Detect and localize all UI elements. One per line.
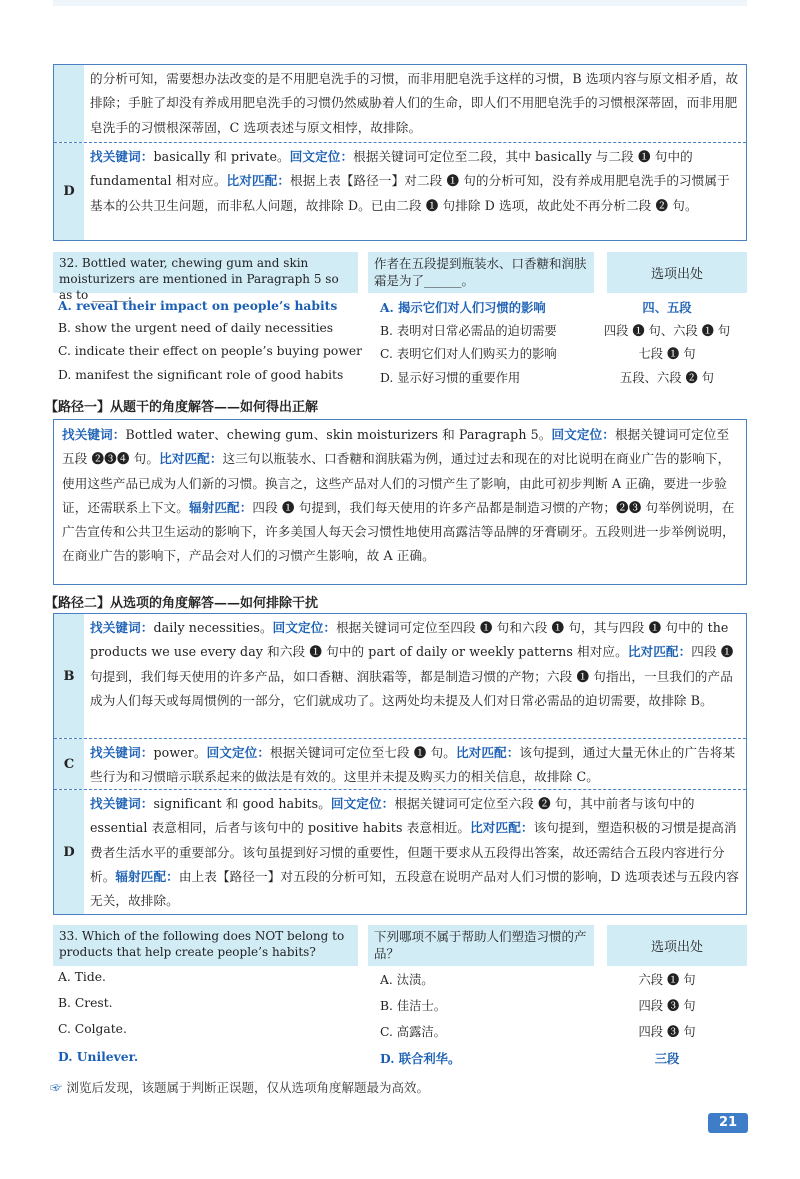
row-label: B: [54, 614, 84, 738]
path2-title: 【路径二】从选项的角度解答——如何排除干扰: [45, 596, 319, 611]
q33-source-header: 选项出处: [607, 925, 747, 966]
keyword-label: 找关键词：: [90, 620, 154, 635]
q33-option-b-src: 四段 ❸ 句: [638, 999, 696, 1013]
compare-label: 比对匹配：: [627, 644, 692, 660]
compare-text: 四段 ❶ 句提到，我们每天使用的许多产品，如口香糖、润肤霜等，都是制造习惯的产物；六段 ❶ 句指出，一旦我们的产品成为人们每天或每周惯例的一部分，它们就成功了。这两处均未提及人们对日常必需品的迫切需要，故排除 B。: [90, 644, 734, 708]
top-strip: [53, 0, 747, 6]
q32-option-b-src: 四段 ❶ 句、六段 ❶ 句: [603, 324, 731, 338]
path1-text: [54, 420, 746, 572]
compare-label: 比对匹配：: [455, 745, 520, 760]
analysis-row-d: [54, 143, 746, 240]
radiate-label: 辐射匹配：: [115, 868, 179, 884]
q33-option-a-en: A. Tide.: [58, 970, 106, 984]
row-label: D: [54, 790, 84, 914]
row-text: [84, 739, 746, 789]
q32-option-d-cn: D. 显示好习惯的重要作用: [380, 371, 521, 385]
row-text: [84, 790, 746, 914]
q32-option-a-src: 四、五段: [642, 300, 692, 315]
locate-label: 回文定位：: [206, 745, 271, 760]
q32-option-b-en: B. show the urgent need of daily necessities: [58, 321, 334, 335]
q32-header: [53, 252, 747, 302]
page-number: 21: [708, 1113, 748, 1133]
q32-option-c-cn: C. 表明它们对人们购买力的影响: [380, 347, 557, 361]
q33-option-b-en: B. Crest.: [58, 996, 113, 1010]
q33-option-d-cn: D. 联合利华。: [380, 1051, 461, 1066]
locate-text: 根据关键词可定位至六段 ❷ 句，其中前者与该句中的 essential 表意相同，后者与该句中的 positive habits 表意相近。: [90, 796, 695, 836]
row-label: D: [54, 143, 84, 240]
compare-text: 根据上表【路径一】对二段 ❶ 句的分析可知，没有养成用肥皂洗手的习惯属于基本的公共卫生问题，而非私人问题，故排除 D。已由二段 ❶ 句排除 D 选项，故此处不再分析二段 ❷ 句。: [90, 173, 730, 213]
q32-option-c-src: 七段 ❶ 句: [638, 347, 696, 361]
path1-title: 【路径一】从题干的角度解答——如何得出正解: [45, 400, 319, 415]
locate-text: 根据关键词可定位至七段 ❶ 句。: [270, 745, 456, 760]
tip-line: [50, 1078, 429, 1096]
locate-label: 回文定位：: [551, 427, 615, 442]
row-text: 的分析可知，需要想办法改变的是不用肥皂洗手的习惯，而非用肥皂洗手这样的习惯，B 选项内容与原文相矛盾，故排除；手脏了却没有养成用肥皂洗手的习惯仍然威胁着人们的生命，即人们不用肥皂洗手的习惯根深蒂固，而非用肥皂洗手的习惯根深蒂固，C 选项表述与原文相悖，故排除。: [90, 71, 739, 135]
q32-stem-en: 32. Bottled water, chewing gum and skin moisturizers are mentioned in Paragraph 5 so as to ______.: [53, 252, 358, 293]
q32-stem-cn: 作者在五段提到瓶装水、口香糖和润肤霜是为了______。: [368, 252, 594, 293]
keyword-label: 找关键词：: [90, 796, 154, 811]
compare-label: 比对匹配：: [470, 820, 534, 836]
keyword-text: power。: [153, 745, 207, 760]
locate-text: 根据关键词可定位至四段 ❶ 句和六段 ❶ 句，其与四段 ❶ 句中的 the products we use every day 和六段 ❶ 句中的 part of daily or weekly patterns 相对应。: [90, 620, 729, 660]
keyword-text: significant 和 good habits。: [153, 796, 331, 811]
q33-option-d-en: D. Unilever.: [58, 1049, 139, 1064]
compare-text: 这三句以瓶装水、口香糖和润肤霜为例，通过过去和现在的对比说明在商业广告的影响下，使用这些产品已成为人们新的习惯。换言之，这些产品对人们的习惯产生了影响，由此可初步判断 A 正确，要进一步验证，还需联系上下文。: [62, 451, 731, 515]
locate-text: 根据关键词可定位至二段，其中 basically 与二段 ❶ 句中的 fundamental 相对应。: [90, 149, 693, 189]
q32-option-c-en: C. indicate their effect on people’s buying power: [58, 344, 362, 358]
q32-option-d-src: 五段、六段 ❷ 句: [620, 371, 714, 385]
compare-text: 该句提到，塑造积极的习惯是提高消费者生活水平的重要部分。该句虽提到好习惯的重要性，但题干要求从五段得出答案，故还需结合五段内容进行分析。: [90, 820, 737, 884]
locate-label: 回文定位：: [272, 620, 337, 635]
tip-text: 浏览后发现，该题属于判断正误题，仅从选项角度解题最为高效。: [66, 1080, 430, 1095]
radiate-text: 由上表【路径一】对五段的分析可知，五段意在说明产品对人们习惯的影响，D 选项表述与五段内容无关，故排除。: [90, 868, 739, 909]
q32-source-header: 选项出处: [607, 252, 747, 293]
keyword-label: 找关键词：: [90, 149, 154, 164]
q32-option-b-cn: B. 表明对日常必需品的迫切需要: [380, 324, 557, 338]
compare-text: 该句提到，通过大量无休止的广告将某些行为和习惯暗示联系起来的做法是有效的。这里并未提及购买力的相关信息，故排除 C。: [90, 745, 736, 785]
path2-box: [53, 613, 747, 915]
keyword-text: daily necessities。: [153, 620, 273, 635]
q32-option-a-en: A. reveal their impact on people’s habits: [58, 298, 338, 313]
q33-option-a-src: 六段 ❶ 句: [638, 973, 696, 987]
q33-stem-cn: 下列哪项不属于帮助人们塑造习惯的产品？: [368, 925, 594, 966]
row-text: [84, 143, 746, 240]
analysis-row-b: [54, 614, 746, 739]
q33-option-d-src: 三段: [654, 1051, 680, 1066]
analysis-row-d: [54, 790, 746, 914]
row-text: [84, 614, 746, 738]
compare-label: 比对匹配：: [159, 451, 223, 467]
row-label: [54, 65, 84, 142]
path1-box: [53, 419, 747, 585]
analysis-row-c: [54, 739, 746, 790]
locate-label: 回文定位：: [330, 796, 395, 811]
q33-option-c-cn: C. 高露洁。: [380, 1025, 446, 1039]
q33-header: [53, 925, 747, 966]
q32-option-a-cn: A. 揭示它们对人们习惯的影响: [380, 300, 546, 315]
pointing-hand-icon: ☞: [50, 1080, 63, 1095]
locate-label: 回文定位：: [289, 149, 354, 164]
row-label: C: [54, 739, 84, 789]
keyword-label: 找关键词：: [90, 745, 154, 760]
q32-option-d-en: D. manifest the significant role of good habits: [58, 368, 344, 382]
q33-stem-en: 33. Which of the following does NOT belong to products that help create people’s habits?: [53, 925, 358, 966]
q33-option-a-cn: A. 汰渍。: [380, 973, 434, 987]
keyword-text: basically 和 private。: [153, 149, 290, 164]
q33-option-c-en: C. Colgate.: [58, 1022, 127, 1036]
keyword-text: Bottled water、chewing gum、skin moisturizers 和 Paragraph 5。: [125, 427, 552, 442]
radiate-text: 四段 ❶ 句提到，我们每天使用的许多产品都是制造习惯的产物；❷❸ 句举例说明，在广告宣传和公共卫生运动的影响下，许多美国人每天会习惯性地使用高露洁等品牌的牙膏刷牙。五段则进一步举例说明，在商业广告的影响下，产品会对人们的习惯产生影响，故 A 正确。: [62, 499, 735, 564]
locate-text: 根据关键词可定位至五段 ❷❸❹ 句。: [62, 427, 730, 467]
q33-option-c-src: 四段 ❸ 句: [638, 1025, 696, 1039]
compare-label: 比对匹配：: [226, 173, 291, 189]
keyword-label: 找关键词：: [62, 427, 126, 442]
analysis-row-c: [54, 65, 746, 143]
radiate-label: 辐射匹配：: [188, 499, 253, 515]
q33-option-b-cn: B. 佳洁士。: [380, 999, 447, 1013]
analysis-box-q31: [53, 64, 747, 241]
